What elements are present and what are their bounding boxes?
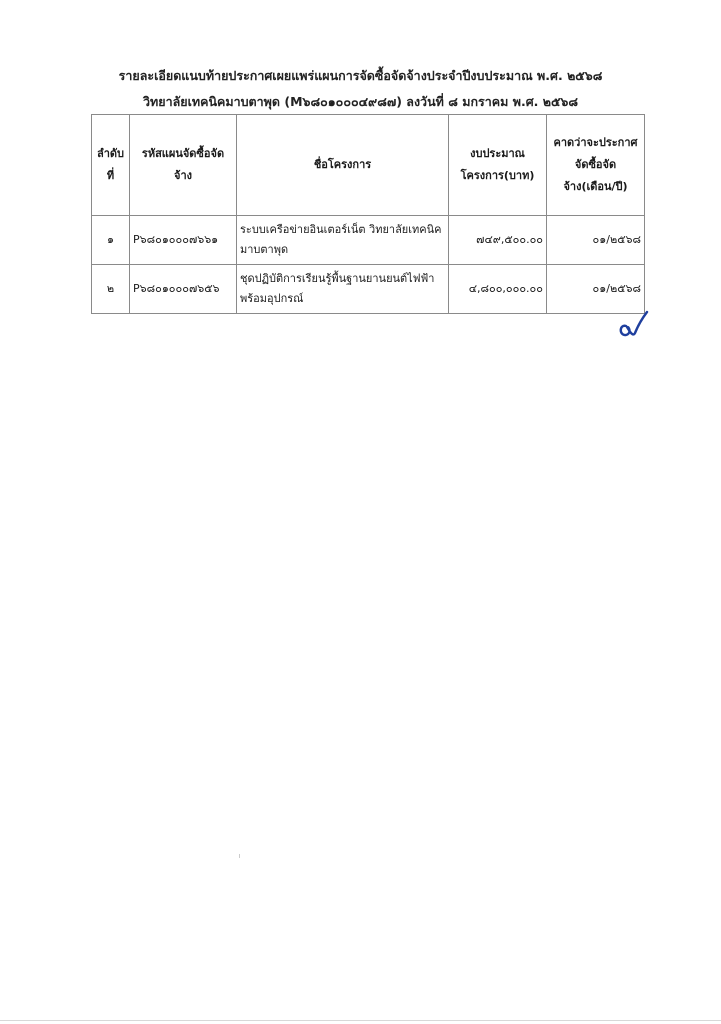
document-subtitle: วิทยาลัยเทคนิคมาบตาพุด (M๖๘๐๑๐๐๐๔๙๘๗) ลงวันที่ ๘ มกราคม พ.ศ. ๒๕๖๘ bbox=[142, 94, 579, 109]
document-title: รายละเอียดแนบท้ายประกาศเผยแพร่แผนการจัดซื้อจัดจ้างประจำปีงบประมาณ พ.ศ. ๒๕๖๘ bbox=[118, 68, 603, 83]
row-plan-code: P๖๘๐๑๐๐๐๗๖๖๑ bbox=[130, 216, 237, 265]
handwritten-signature bbox=[616, 302, 650, 342]
row-no: ๑ bbox=[92, 216, 130, 265]
row-expected-month: ๐๑/๒๕๖๘ bbox=[547, 265, 645, 314]
procurement-plan-table bbox=[91, 114, 645, 314]
page-bottom-edge bbox=[0, 1020, 721, 1021]
table-header-row bbox=[92, 115, 645, 216]
row-project-name: ชุดปฏิบัติการเรียนรู้พื้นฐานยานยนต์ไฟฟ้าพร้อมอุปกรณ์ bbox=[237, 265, 449, 314]
row-project-name: ระบบเครือข่ายอินเตอร์เน็ต วิทยาลัยเทคนิคมาบตาพุด bbox=[237, 216, 449, 265]
header-plan-code: รหัสแผนจัดซื้อจัดจ้าง bbox=[130, 115, 237, 216]
table-row bbox=[92, 216, 645, 265]
row-budget: ๔,๘๐๐,๐๐๐.๐๐ bbox=[449, 265, 547, 314]
row-budget: ๗๔๙,๕๐๐.๐๐ bbox=[449, 216, 547, 265]
header-no: ลำดับที่ bbox=[92, 115, 130, 216]
row-no: ๒ bbox=[92, 265, 130, 314]
header-expected-month: คาดว่าจะประกาศจัดซื้อจัดจ้าง(เดือน/ปี) bbox=[547, 115, 645, 216]
row-plan-code: P๖๘๐๑๐๐๐๗๖๕๖ bbox=[130, 265, 237, 314]
row-expected-month: ๐๑/๒๕๖๘ bbox=[547, 216, 645, 265]
header-budget: งบประมาณโครงการ(บาท) bbox=[449, 115, 547, 216]
header-project-name: ชื่อโครงการ bbox=[237, 115, 449, 216]
scan-speck bbox=[239, 854, 240, 858]
table-row bbox=[92, 265, 645, 314]
